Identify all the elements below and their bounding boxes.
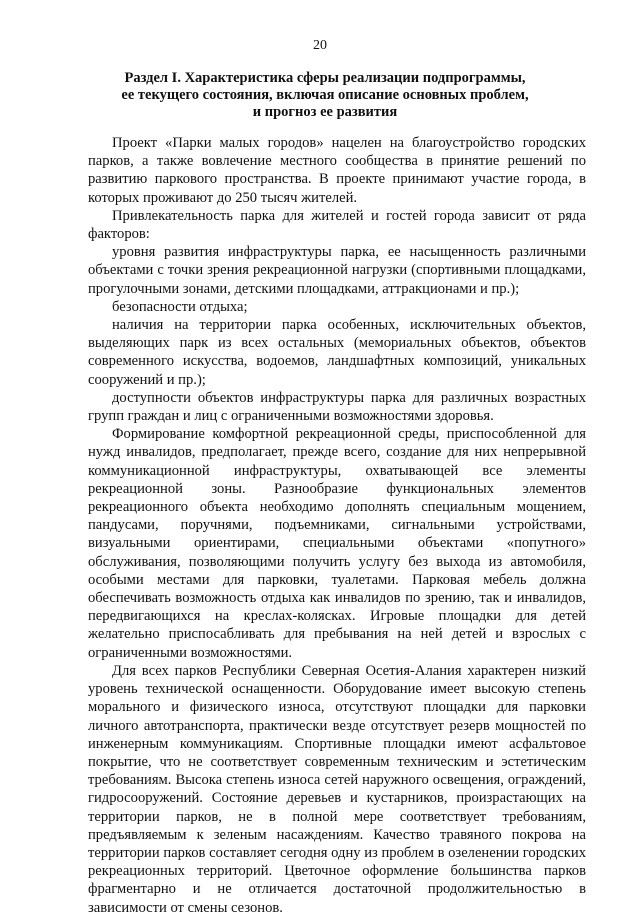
paragraph-factor-accessibility: доступности объектов инфраструктуры парка для различных возрастных групп граждан и лиц с ограниченными возможностями здоровья. [88,389,586,425]
paragraph-current-state: Для всех парков Республики Северная Осетия-Алания характерен низкий уровень технической оснащенности. Оборудование имеет высокую степень морального и физического износа, отсутствуют площадки для парковки личного автотранспорта, практически везде отсутствует резерв мощностей по инженерным коммуникациям. Спортивные площадки имеют асфальтовое покрытие, что не соответствует современным техническим и эстетическим требованиям. Высока степень износа сетей наружного освещения, ограждений, гидросооружений. Состояние деревьев и кустарников, произрастающих на территории парков, не в полной мере соответствует требованиям, предъявляемым к зеленым насаждениям. Качество травяного покрова на территории парков составляет сегодня одну из проблем в озеленении городских рекреационных территорий. Цветочное оформление большинства парков фрагментарно и не отличается достаточной продолжительностью в зависимости от смены сезонов. [88,662,586,916]
section-heading-line: и прогноз ее развития [252,104,398,120]
paragraph-factor-safety: безопасности отдыха; [112,298,248,315]
paragraph-factors-lead: Привлекательность парка для жителей и гостей города зависит от ряда факторов: [88,207,586,243]
section-heading [70,70,580,121]
body-text [88,134,586,917]
section-heading-line: Раздел I. Характеристика сферы реализации подпрограммы, [124,70,526,86]
paragraph-factor-unique-objects: наличия на территории парка особенных, исключительных объектов, выделяющих парк из всех остальных (мемориальных объектов, объектов современного искусства, водоемов, ландшафтных композиций, уникальных сооружений и пр.); [88,317,586,388]
paragraph-factor-infrastructure: уровня развития инфраструктуры парка, ее насыщенность различными объектами с точки зрения рекреационной нагрузки (спортивными площадками, прогулочными зонами, детскими площадками, аттракционами и пр.); [88,244,586,297]
paragraph-accessible-environment: Формирование комфортной рекреационной среды, приспособленной для нужд инвалидов, предполагает, прежде всего, создание для них непрерывной коммуникационной инфраструктуры, охватывающей все элементы рекреационной зоны. Разнообразие функциональных элементов рекреационного объекта необходимо дополнять специальным мощением, пандусами, поручнями, подъемниками, сигнальными устройствами, визуальными ориентирами, специальными объектами «попутного» обслуживания, позволяющими получить услугу без выхода из автомобиля, особыми местами для парковки, туалетами. Парковая мебель должна обеспечивать возможность отдыха как инвалидов по зрению, так и инвалидов, передвигающихся на креслах-колясках. Игровые площадки для детей желательно приспосабливать для пребывания на ней детей и взрослых с ограниченными возможностями. [88,426,586,661]
page-number: 20 [313,38,327,53]
paragraph-intro: Проект «Парки малых городов» нацелен на благоустройство городских парков, а также вовлечение местного сообщества в принятие решений по развитию паркового пространства. В проекте принимают участие города, в которых проживают до 250 тысяч жителей. [88,135,586,206]
section-heading-line: ее текущего состояния, включая описание основных проблем, [121,87,529,103]
